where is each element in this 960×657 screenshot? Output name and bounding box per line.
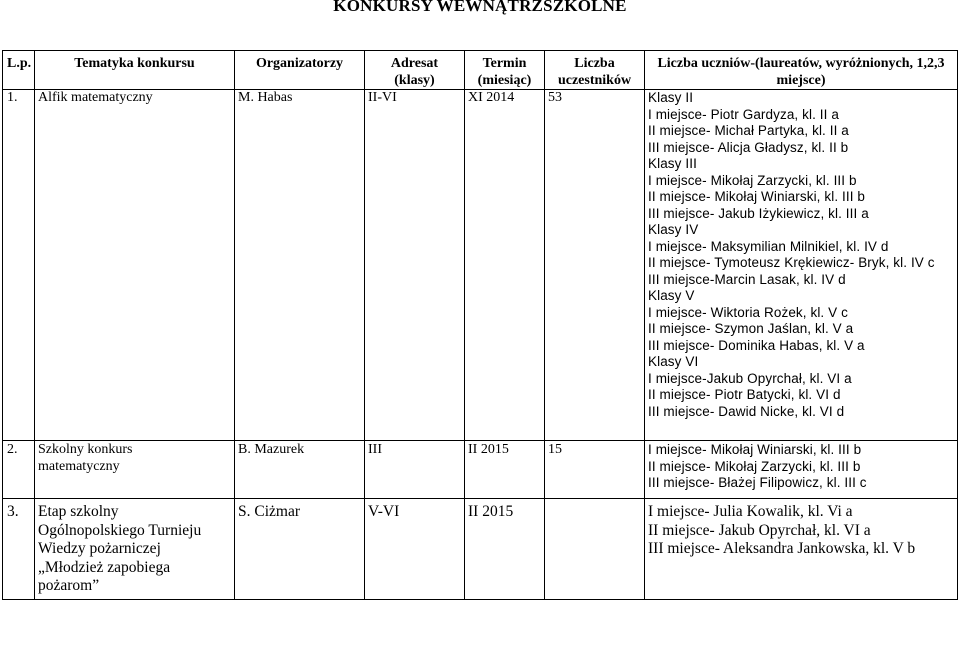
winner-line: Klasy VI xyxy=(648,354,699,369)
header-row xyxy=(3,51,958,90)
winner-line: Klasy II xyxy=(648,90,694,105)
winner-line: II miejsce- Szymon Jaślan, kl. V a xyxy=(648,321,854,336)
header-organizer: Organizatorzy xyxy=(235,51,365,90)
row-lp: 3. xyxy=(3,499,35,600)
winner-line: III miejsce- Błażej Filipowicz, kl. III c xyxy=(648,475,867,490)
winner-line: III miejsce-Marcin Lasak, kl. IV d xyxy=(648,271,846,287)
row-organizer: M. Habas xyxy=(235,90,365,441)
row-audience: V-VI xyxy=(365,499,465,600)
contests-table xyxy=(2,50,958,600)
winner-line: II miejsce- Piotr Batycki, kl. VI d xyxy=(648,387,841,402)
row-topic: Etap szkolny Ogólnopolskiego Turnieju Wiedzy pożarniczej „Młodzież zapobiega pożarom” xyxy=(35,499,235,600)
winner-line: II miejsce- Tymoteusz Krękiewicz- Bryk, kl. IV c xyxy=(648,255,935,270)
winner-line: III miejsce- Jakub Iżykiewicz, kl. III a xyxy=(648,205,869,221)
row-term: XI 2014 xyxy=(465,90,545,441)
winner-line: II miejsce- Jakub Opyrchał, kl. VI a xyxy=(648,521,871,539)
winner-line: III miejsce- Dominika Habas, kl. V a xyxy=(648,337,865,353)
header-winners: Liczba uczniów-(laureatów, wyróżnionych, 1,2,3 miejsce) xyxy=(645,51,958,90)
row-winners xyxy=(645,499,958,600)
row-organizer: B. Mazurek xyxy=(235,441,365,499)
row-lp: 2. xyxy=(3,441,35,499)
winner-line: II miejsce- Michał Partyka, kl. II a xyxy=(648,123,849,138)
row-count xyxy=(545,499,645,600)
winner-line: I miejsce- Mikołaj Zarzycki, kl. III b xyxy=(648,172,857,188)
winner-line: Klasy V xyxy=(648,288,695,303)
table-row xyxy=(3,90,958,441)
row-audience: III xyxy=(365,441,465,499)
row-organizer: S. Ciżmar xyxy=(235,499,365,600)
header-count: Liczba uczestników xyxy=(545,51,645,90)
row-term: II 2015 xyxy=(465,499,545,600)
winner-line: I miejsce-Jakub Opyrchał, kl. VI a xyxy=(648,370,852,386)
winner-line: I miejsce- Julia Kowalik, kl. Vi a xyxy=(648,503,853,520)
page-title: KONKURSY WEWNĄTRZSZKOLNE xyxy=(333,0,627,15)
row-count: 15 xyxy=(545,441,645,499)
row-topic: Alfik matematyczny xyxy=(35,90,235,441)
table-row xyxy=(3,499,958,600)
row-topic: Szkolny konkurs matematyczny xyxy=(35,441,235,499)
winner-line: I miejsce- Mikołaj Winiarski, kl. III b xyxy=(648,442,862,457)
row-winners xyxy=(645,441,958,499)
winner-line: Klasy III xyxy=(648,156,697,171)
winner-line: II miejsce- Mikołaj Zarzycki, kl. III b xyxy=(648,458,861,474)
row-term: II 2015 xyxy=(465,441,545,499)
winner-line: III miejsce- Alicja Gładysz, kl. II b xyxy=(648,139,849,155)
header-topic: Tematyka konkursu xyxy=(35,51,235,90)
winner-line: III miejsce- Aleksandra Jankowska, kl. V b xyxy=(648,540,916,557)
winner-line: I miejsce- Piotr Gardyza, kl. II a xyxy=(648,106,839,122)
header-lp: L.p. xyxy=(3,51,35,90)
row-audience: II-VI xyxy=(365,90,465,441)
row-count: 53 xyxy=(545,90,645,441)
winner-line: III miejsce- Dawid Nicke, kl. VI d xyxy=(648,403,845,419)
winner-line: II miejsce- Mikołaj Winiarski, kl. III b xyxy=(648,189,866,204)
winner-line: I miejsce- Wiktoria Rożek, kl. V c xyxy=(648,304,848,320)
header-audience: Adresat (klasy) xyxy=(365,51,465,90)
table-row xyxy=(3,441,958,499)
winner-line: I miejsce- Maksymilian Milnikiel, kl. IV d xyxy=(648,238,889,254)
header-term: Termin (miesiąc) xyxy=(465,51,545,90)
row-lp: 1. xyxy=(3,90,35,441)
winner-line: Klasy IV xyxy=(648,222,699,237)
row-winners xyxy=(645,90,958,441)
